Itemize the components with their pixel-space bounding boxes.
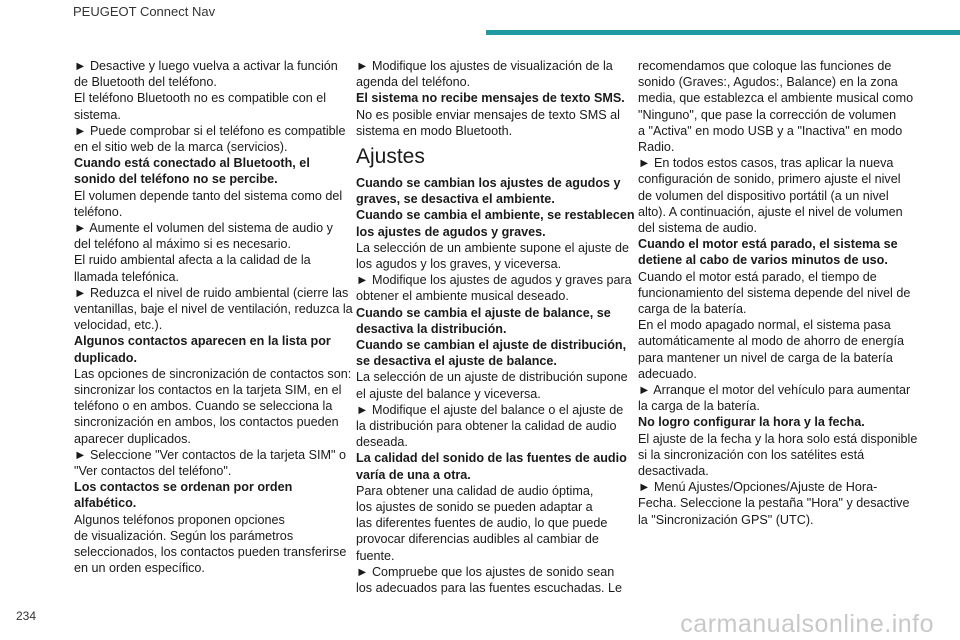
text-line: La selección de un ambiente supone el ajuste de [356,240,630,255]
watermark: carmanualsonline.info [680,610,934,638]
text-line: agenda del teléfono. [356,75,471,90]
text-line: sincronizar los contactos en la tarjeta SIM, en el [74,383,342,398]
bold-text-line: Cuando se cambian los ajustes de agudos y [356,176,621,191]
text-line: sincronización en ambos, los contactos pueden [74,415,339,430]
text-line: ► Aumente el volumen del sistema de audio y [74,221,333,236]
text-line: de Bluetooth del teléfono. [74,75,217,90]
text-line: El ruido ambiental afecta a la calidad de la [74,253,311,268]
header-title: PEUGEOT Connect Nav [73,4,216,19]
text-line: alto). A continuación, ajuste el nivel de volumen [638,204,903,219]
bold-text-line: Cuando se cambian el ajuste de distribución, [356,338,627,353]
text-line: llamada telefónica. [74,269,180,284]
bold-text-line: No logro configurar la hora y la fecha. [638,415,865,430]
text-column-1 [74,58,353,577]
text-line: los ajustes de sonido se pueden adaptar a [356,500,593,515]
bold-text-line: Algunos contactos aparecen en la lista por [74,334,331,349]
text-line: En el modo apagado normal, el sistema pasa [638,318,891,333]
bold-text-line: los ajustes de agudos y graves. [356,224,546,239]
text-line: del teléfono al máximo si es necesario. [74,237,292,252]
bold-text-line: El sistema no recibe mensajes de texto SMS. [356,91,625,106]
text-line: de visualización. Según los parámetros [74,528,294,543]
text-line: los agudos y los graves, y viceversa. [356,257,562,272]
text-line: la "Sincronización GPS" (UTC). [638,512,814,527]
header-accent-bar [486,30,960,35]
text-line: Cuando el motor está parado, el tiempo de [638,269,877,284]
text-line: de volumen del dispositivo portátil (a un nivel [638,188,889,203]
text-line: a "Activa" en modo USB y a "Inactiva" en modo [638,123,903,138]
text-line: ► Reduzca el nivel de ruido ambiental (cierre las [74,285,349,300]
bold-text-line: se desactiva el ajuste de balance. [356,354,557,369]
text-line: No es posible enviar mensajes de texto SMS al [356,107,620,122]
text-line: aparecer duplicados. [74,431,191,446]
bold-text-line: Cuando se cambia el ajuste de balance, se [356,305,611,320]
text-line: ► En todos estos casos, tras aplicar la nueva [638,156,894,171]
text-line: El teléfono Bluetooth no es compatible con el [74,91,327,106]
text-line: La selección de un ajuste de distribución supone [356,370,628,385]
text-line: Las opciones de sincronización de contactos son: [74,366,352,381]
text-line: ► Puede comprobar si el teléfono es compatible [74,123,346,138]
text-line: ► Modifique los ajustes de agudos y graves para [356,273,632,288]
bold-text-line: Cuando se cambia el ambiente, se restablecen [356,208,635,223]
text-line: El ajuste de la fecha y la hora solo está disponible [638,431,918,446]
text-line: las diferentes fuentes de audio, lo que puede [356,516,608,531]
text-line: El volumen depende tanto del sistema como del [74,188,343,203]
text-line: ► Modifique el ajuste del balance o el ajuste de [356,402,624,417]
text-line: seleccionados, los contactos pueden transferirse [74,545,347,560]
text-line: fuente. [356,548,395,563]
text-line: desactivada. [638,464,709,479]
text-line: "Ver contactos del teléfono". [74,464,232,479]
bold-text-line: Los contactos se ordenan por orden [74,480,293,495]
text-line: adecuado. [638,366,697,381]
bold-text-line: sonido del teléfono no se percibe. [74,172,278,187]
text-line: la distribución para obtener la calidad de audio [356,419,617,434]
bold-text-line: graves, se desactiva el ambiente. [356,192,555,207]
text-line: ► Desactive y luego vuelva a activar la función [74,59,338,73]
text-line: velocidad, etc.). [74,318,163,333]
bold-text-line: varía de una a otra. [356,467,471,482]
text-line: ventanillas, baje el nivel de ventilación, reduzca la [74,302,353,317]
text-line: la carga de la batería. [638,399,760,414]
bold-text-line: La calidad del sonido de las fuentes de audio [356,451,627,466]
bold-text-line: Cuando está conectado al Bluetooth, el [74,156,310,171]
text-line: "Ninguno", que pase la corrección de volumen [638,107,897,122]
text-column-2 [356,58,635,596]
text-line: Algunos teléfonos proponen opciones [74,512,285,527]
text-line: ► Compruebe que los ajustes de sonido sean [356,564,615,579]
bold-text-line: alfabético. [74,496,137,511]
bold-text-line: desactiva la distribución. [356,321,507,336]
bold-text-line: detiene al cabo de varios minutos de uso. [638,253,888,268]
text-line: Para obtener una calidad de audio óptima, [356,483,594,498]
text-line: recomendamos que coloque las funciones de [638,59,892,73]
text-line: sonido (Graves:, Agudos:, Balance) en la zona [638,75,898,90]
text-line: media, que establezca el ambiente musical como [638,91,914,106]
text-line: provocar diferencias audibles al cambiar de [356,532,599,547]
bold-text-line: Cuando el motor está parado, el sistema se [638,237,898,252]
text-line: funcionamiento del sistema depende del nivel de [638,285,911,300]
text-line: ► Menú Ajustes/Opciones/Ajuste de Hora- [638,480,878,495]
text-line: Fecha. Seleccione la pestaña "Hora" y desactive [638,496,910,511]
text-line: ► Arranque el motor del vehículo para aumentar [638,383,911,398]
text-line: ► Seleccione "Ver contactos de la tarjeta SIM" o [74,447,347,462]
text-line: del sistema de audio. [638,221,758,236]
text-line: teléfono o en ambos. Cuando se selecciona la [74,399,333,414]
text-line: el ajuste del balance y viceversa. [356,386,541,401]
text-line: carga de la batería. [638,302,747,317]
bold-text-line: duplicado. [74,350,137,365]
text-line: en el sitio web de la marca (servicios). [74,140,288,155]
text-line: teléfono. [74,204,123,219]
text-line: automáticamente al modo de ahorro de energía [638,334,905,349]
text-line: si la sincronización con los satélites está [638,447,865,462]
page-number: 234 [16,609,37,623]
section-heading: Ajustes [356,145,425,169]
text-line: sistema en modo Bluetooth. [356,123,513,138]
text-column-3 [638,58,918,528]
text-line: obtener el ambiente musical deseado. [356,289,569,304]
text-line: para mantener un nivel de carga de la batería [638,350,893,365]
text-line: ► Modifique los ajustes de visualización de la [356,59,613,73]
text-line: en un orden específico. [74,561,205,576]
text-line: Radio. [638,140,675,155]
text-line: deseada. [356,435,408,450]
text-line: sistema. [74,107,121,122]
text-line: configuración de sonido, primero ajuste el nivel [638,172,901,187]
text-line: los adecuados para las fuentes escuchadas. Le [356,581,623,596]
